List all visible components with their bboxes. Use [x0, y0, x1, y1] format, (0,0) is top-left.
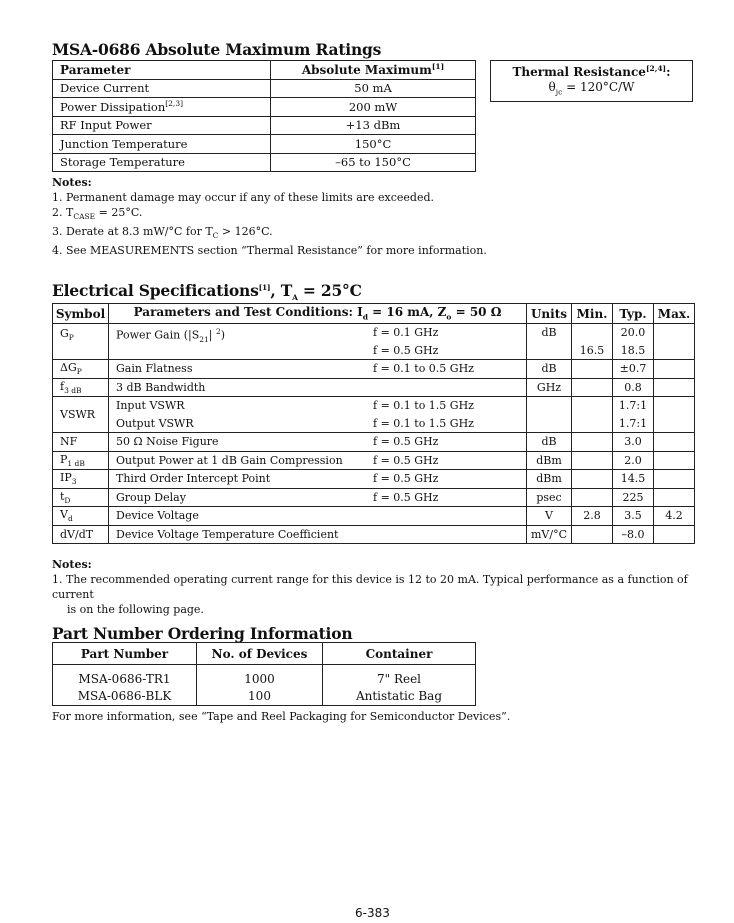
param-cell: Device Current	[53, 79, 271, 98]
table-row	[53, 665, 476, 688]
min-cell	[572, 525, 613, 544]
min-cell	[572, 488, 613, 507]
condition-cell: f = 0.5 GHz	[366, 470, 527, 489]
condition-cell: f = 0.1 to 1.5 GHz	[366, 415, 527, 433]
typ-cell: 1.7:1	[613, 415, 654, 433]
part-number-cell: MSA-0686-BLK	[53, 687, 197, 706]
value-cell: 150°C	[271, 135, 476, 154]
max-cell	[654, 324, 695, 342]
header-container: Container	[323, 643, 476, 665]
max-cell	[654, 525, 695, 544]
condition-cell: f = 0.1 to 0.5 GHz	[366, 360, 527, 379]
param-cell: Device Voltage	[109, 507, 367, 526]
devices-cell: 1000	[197, 665, 323, 688]
param-cell: 50 Ω Noise Figure	[109, 433, 367, 452]
table-row	[53, 507, 695, 526]
min-cell	[572, 415, 613, 433]
max-cell	[654, 415, 695, 433]
thermal-resistance-box	[490, 60, 693, 102]
max-cell	[654, 488, 695, 507]
units-cell: dBm	[527, 470, 572, 489]
notes-title: Notes:	[52, 176, 92, 189]
page-number: 6-383	[355, 906, 390, 920]
elec-spec-table	[52, 303, 695, 544]
condition-cell: f = 0.1 to 1.5 GHz	[366, 397, 527, 415]
typ-cell: 225	[613, 488, 654, 507]
symbol-cell: $f_{3 dB}$	[53, 378, 109, 397]
note-1: 1. The recommended operating current range for this device is 12 to 20 mA. Typical performance as a function of current	[52, 573, 688, 601]
table-row	[53, 153, 476, 172]
condition-cell: f = 0.1 GHz	[366, 324, 527, 342]
param-cell: Group Delay	[109, 488, 367, 507]
value-cell: 200 mW	[271, 98, 476, 117]
min-cell	[572, 433, 613, 452]
min-cell	[572, 360, 613, 379]
units-cell	[527, 342, 572, 360]
table-row	[53, 360, 695, 379]
table-row	[53, 433, 695, 452]
param-cell: Power Gain ($|S_{21}|$ $^2$)	[109, 324, 367, 360]
table-row	[53, 451, 695, 470]
header-absolute-maximum: Absolute Maximum[1]	[271, 61, 476, 80]
thermal-resistance-value: $\theta_{jc} = 120^\circ C/W$	[548, 80, 635, 97]
min-cell: 16.5	[572, 342, 613, 360]
units-cell: dB	[527, 324, 572, 342]
value-cell: +13 dBm	[271, 116, 476, 135]
header-symbol: Symbol	[53, 304, 109, 324]
param-cell: Storage Temperature	[53, 153, 271, 172]
symbol-cell: dV/dT	[53, 525, 109, 544]
container-cell: Antistatic Bag	[323, 687, 476, 706]
table-row	[53, 324, 695, 342]
units-cell	[527, 397, 572, 415]
table-row	[53, 79, 476, 98]
param-cell: Output Power at 1 dB Gain Compression	[109, 451, 367, 470]
units-cell: GHz	[527, 378, 572, 397]
table-row	[53, 135, 476, 154]
note-1: 1. Permanent damage may occur if any of these limits are exceeded.	[52, 191, 435, 204]
header-typ: Typ.	[613, 304, 654, 324]
max-cell	[654, 360, 695, 379]
units-cell: dB	[527, 360, 572, 379]
table-header-row	[53, 61, 476, 80]
table-header-row	[53, 643, 476, 665]
header-units: Units	[527, 304, 572, 324]
typ-cell: –8.0	[613, 525, 654, 544]
typ-cell: 0.8	[613, 378, 654, 397]
typ-cell: 18.5	[613, 342, 654, 360]
units-cell: dBm	[527, 451, 572, 470]
header-no-of-devices: No. of Devices	[197, 643, 323, 665]
table-row	[53, 397, 695, 415]
condition-cell: f = 0.5 GHz	[366, 451, 527, 470]
table-row	[53, 488, 695, 507]
max-cell: 4.2	[654, 507, 695, 526]
ordering-table	[52, 642, 476, 706]
header-parameter: Parameter	[53, 61, 271, 80]
units-cell: V	[527, 507, 572, 526]
devices-cell: 100	[197, 687, 323, 706]
max-cell	[654, 397, 695, 415]
units-cell: psec	[527, 488, 572, 507]
param-cell: Gain Flatness	[109, 360, 367, 379]
min-cell	[572, 324, 613, 342]
symbol-cell: $\Delta G_P$	[53, 360, 109, 379]
condition-cell	[366, 378, 527, 397]
max-cell	[654, 451, 695, 470]
min-cell	[572, 378, 613, 397]
symbol-cell: $IP_3$	[53, 470, 109, 489]
table-row	[53, 687, 476, 706]
typ-cell: 2.0	[613, 451, 654, 470]
max-cell	[654, 378, 695, 397]
container-cell: 7" Reel	[323, 665, 476, 688]
abs-max-notes	[52, 175, 652, 258]
symbol-cell: $P_{1 dB}$	[53, 451, 109, 470]
param-cell: Device Voltage Temperature Coefficient	[109, 525, 367, 544]
symbol-cell: $V_d$	[53, 507, 109, 526]
elec-spec-title: Electrical Specifications[1], $T_A = 25^\circ C$	[52, 281, 362, 303]
param-cell: Power Dissipation[2,3]	[53, 98, 271, 117]
max-cell	[654, 433, 695, 452]
note-3: 3. Derate at 8.3 mW/°C for $T_C > 126^\circ C$.	[52, 225, 273, 241]
param-cell: 3 dB Bandwidth	[109, 378, 367, 397]
part-number-cell: MSA-0686-TR1	[53, 665, 197, 688]
symbol-cell: NF	[53, 433, 109, 452]
symbol-cell: VSWR	[53, 397, 109, 433]
value-cell: –65 to 150°C	[271, 153, 476, 172]
notes-title: Notes:	[52, 558, 92, 571]
symbol-cell: $t_D$	[53, 488, 109, 507]
condition-cell: f = 0.5 GHz	[366, 342, 527, 360]
typ-cell: 14.5	[613, 470, 654, 489]
header-part-number: Part Number	[53, 643, 197, 665]
table-row	[53, 98, 476, 117]
condition-cell: f = 0.5 GHz	[366, 488, 527, 507]
elec-spec-notes	[52, 557, 712, 617]
thermal-resistance-title: Thermal Resistance[2,4]:	[512, 64, 671, 79]
condition-cell	[366, 525, 527, 544]
note-4: 4. See MEASUREMENTS section “Thermal Resistance” for more information.	[52, 244, 487, 258]
header-parameters: Parameters and Test Conditions: $I_d = 16$ mA, $Z_o = 50$ Ω	[109, 304, 527, 324]
table-row	[53, 378, 695, 397]
typ-cell: 1.7:1	[613, 397, 654, 415]
condition-cell	[366, 507, 527, 526]
note-1-continued: is on the following page.	[67, 603, 204, 616]
value-cell: 50 mA	[271, 79, 476, 98]
param-cell: Input VSWR	[109, 397, 367, 415]
typ-cell: 3.5	[613, 507, 654, 526]
note-2: 2. $T_{CASE} = 25^\circ C$.	[52, 206, 143, 222]
header-max: Max.	[654, 304, 695, 324]
param-cell: Third Order Intercept Point	[109, 470, 367, 489]
table-row	[53, 415, 695, 433]
units-cell: dB	[527, 433, 572, 452]
param-cell: Output VSWR	[109, 415, 367, 433]
abs-max-table	[52, 60, 476, 172]
table-row	[53, 470, 695, 489]
param-cell: RF Input Power	[53, 116, 271, 135]
typ-cell: 20.0	[613, 324, 654, 342]
condition-cell: f = 0.5 GHz	[366, 433, 527, 452]
header-min: Min.	[572, 304, 613, 324]
min-cell	[572, 451, 613, 470]
table-header-row	[53, 304, 695, 324]
ordering-footer: For more information, see “Tape and Reel Packaging for Semiconductor Devices”.	[52, 710, 511, 723]
table-row	[53, 116, 476, 135]
max-cell	[654, 342, 695, 360]
min-cell	[572, 397, 613, 415]
typ-cell: ±0.7	[613, 360, 654, 379]
ordering-title: Part Number Ordering Information	[52, 624, 353, 643]
typ-cell: 3.0	[613, 433, 654, 452]
min-cell: 2.8	[572, 507, 613, 526]
units-cell	[527, 415, 572, 433]
abs-max-title: MSA-0686 Absolute Maximum Ratings	[52, 40, 382, 59]
units-cell: mV/°C	[527, 525, 572, 544]
symbol-cell: $G_P$	[53, 324, 109, 360]
param-cell: Junction Temperature	[53, 135, 271, 154]
min-cell	[572, 470, 613, 489]
max-cell	[654, 470, 695, 489]
table-row	[53, 525, 695, 544]
